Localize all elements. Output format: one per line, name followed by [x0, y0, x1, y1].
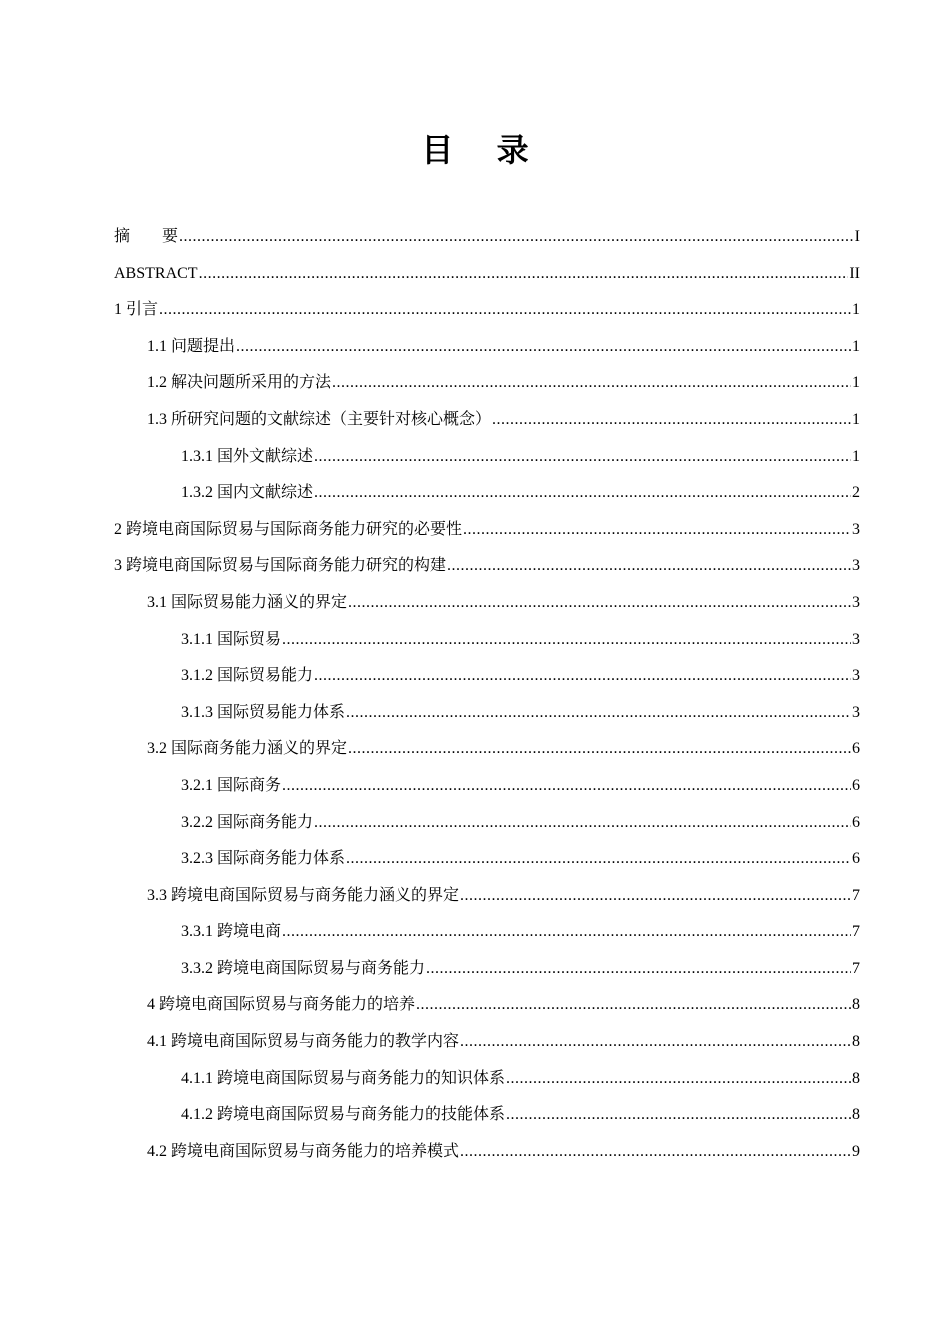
- toc-entry-page: 1: [852, 374, 860, 392]
- toc-entry-label: 3.1 国际贸易能力涵义的界定: [147, 593, 348, 611]
- toc-entry-page: 1: [852, 301, 860, 319]
- dot-leader: [236, 329, 851, 365]
- toc-entry-1[interactable]: [114, 292, 860, 329]
- toc-entry-label: 3.3.1 跨境电商: [181, 923, 282, 941]
- toc-entry-page: 3: [852, 557, 860, 575]
- dot-leader: [282, 914, 851, 950]
- toc-entry-label: 3.1.1 国际贸易: [181, 630, 282, 648]
- toc-entry-page: 1: [852, 337, 860, 355]
- dot-leader: [346, 695, 851, 731]
- toc-entry-3[interactable]: [114, 548, 860, 585]
- toc-entry-label: 3.2.2 国际商务能力: [181, 813, 314, 831]
- toc-entry-label: 1 引言: [114, 301, 159, 319]
- toc-entry-label: 4.2 跨境电商国际贸易与商务能力的培养模式: [147, 1142, 460, 1160]
- dot-leader: [346, 841, 851, 877]
- toc-entry-3-3[interactable]: [114, 878, 860, 915]
- dot-leader: [460, 1024, 851, 1060]
- toc-entry-3-2-3[interactable]: [114, 841, 860, 878]
- toc-entry-1-3-1[interactable]: [114, 439, 860, 476]
- toc-entry-3-1[interactable]: [114, 585, 860, 622]
- toc-entry-page: 6: [852, 850, 860, 868]
- toc-entry-4-1-2[interactable]: [114, 1097, 860, 1134]
- toc-entry-page: 7: [852, 923, 860, 941]
- toc-entry-label: 4 跨境电商国际贸易与商务能力的培养: [147, 996, 416, 1014]
- toc-entry-page: 3: [852, 593, 860, 611]
- dot-leader: [460, 878, 851, 914]
- toc-entry-3-2-2[interactable]: [114, 805, 860, 842]
- toc-entry-label: 摘 要: [114, 228, 179, 245]
- dot-leader: [416, 987, 851, 1023]
- toc-entry-page: 8: [852, 996, 860, 1014]
- toc-entry-label: 3.2 国际商务能力涵义的界定: [147, 740, 348, 758]
- toc-entry-label: 2 跨境电商国际贸易与国际商务能力研究的必要性: [114, 520, 463, 538]
- toc-entry-label: ABSTRACT: [114, 264, 198, 282]
- toc-entry-page: 6: [852, 740, 860, 758]
- toc-entry-3-3-1[interactable]: [114, 914, 860, 951]
- toc-entry-page: 9: [852, 1142, 860, 1160]
- toc-entry-label: 3.1.3 国际贸易能力体系: [181, 703, 346, 721]
- dot-leader: [506, 1097, 851, 1133]
- dot-leader: [492, 402, 851, 438]
- dot-leader: [463, 512, 851, 548]
- toc-entry-page: 8: [852, 1033, 860, 1051]
- toc-entry-page: 7: [852, 886, 860, 904]
- table-of-contents: [114, 219, 860, 1170]
- toc-entry-page: II: [849, 264, 860, 282]
- toc-entry-1-3[interactable]: [114, 402, 860, 439]
- dot-leader: [460, 1134, 851, 1170]
- toc-entry-3-1-2[interactable]: [114, 658, 860, 695]
- toc-entry-1-1[interactable]: [114, 329, 860, 366]
- toc-entry-label: 4.1 跨境电商国际贸易与商务能力的教学内容: [147, 1033, 460, 1051]
- toc-entry-3-1-1[interactable]: [114, 622, 860, 659]
- toc-entry-page: I: [854, 228, 860, 245]
- dot-leader: [199, 256, 849, 292]
- toc-entry-page: 7: [852, 959, 860, 977]
- toc-entry-abstract-en[interactable]: [114, 256, 860, 293]
- toc-entry-page: 2: [852, 484, 860, 502]
- toc-entry-label: 1.3 所研究问题的文献综述（主要针对核心概念）: [147, 410, 492, 428]
- toc-entry-label: 1.1 问题提出: [147, 337, 236, 355]
- toc-entry-label: 4.1.2 跨境电商国际贸易与商务能力的技能体系: [181, 1106, 506, 1124]
- dot-leader: [282, 622, 851, 658]
- toc-entry-page: 6: [852, 776, 860, 794]
- dot-leader: [506, 1061, 851, 1097]
- dot-leader: [314, 439, 851, 475]
- toc-entry-4-2[interactable]: [114, 1134, 860, 1171]
- toc-entry-label: 3.2.3 国际商务能力体系: [181, 850, 346, 868]
- dot-leader: [314, 658, 851, 694]
- toc-entry-page: 3: [852, 703, 860, 721]
- toc-entry-page: 1: [852, 410, 860, 428]
- dot-leader: [159, 292, 851, 328]
- toc-entry-page: 8: [852, 1106, 860, 1124]
- toc-entry-label: 3.3.2 跨境电商国际贸易与商务能力: [181, 959, 426, 977]
- toc-entry-3-2[interactable]: [114, 731, 860, 768]
- toc-entry-4-1[interactable]: [114, 1024, 860, 1061]
- toc-entry-4-1-1[interactable]: [114, 1061, 860, 1098]
- toc-entry-page: 8: [852, 1069, 860, 1087]
- page-title: 目 录: [421, 131, 545, 169]
- toc-entry-page: 3: [852, 630, 860, 648]
- toc-entry-label: 4.1.1 跨境电商国际贸易与商务能力的知识体系: [181, 1069, 506, 1087]
- dot-leader: [282, 768, 851, 804]
- toc-entry-label: 3.1.2 国际贸易能力: [181, 667, 314, 685]
- dot-leader: [314, 475, 851, 511]
- dot-leader: [348, 585, 851, 621]
- dot-leader: [314, 805, 851, 841]
- toc-entry-label: 1.3.2 国内文献综述: [181, 484, 314, 502]
- toc-entry-label: 3.2.1 国际商务: [181, 776, 282, 794]
- toc-entry-abstract-cn[interactable]: [114, 219, 860, 256]
- toc-entry-1-3-2[interactable]: [114, 475, 860, 512]
- toc-entry-page: 1: [852, 447, 860, 465]
- toc-entry-1-2[interactable]: [114, 365, 860, 402]
- toc-entry-label: 1.2 解决问题所采用的方法: [147, 374, 332, 392]
- toc-entry-label: 3 跨境电商国际贸易与国际商务能力研究的构建: [114, 557, 447, 575]
- toc-entry-label: 1.3.1 国外文献综述: [181, 447, 314, 465]
- dot-leader: [447, 548, 851, 584]
- toc-entry-3-2-1[interactable]: [114, 768, 860, 805]
- toc-entry-3-1-3[interactable]: [114, 695, 860, 732]
- toc-entry-page: 3: [852, 667, 860, 685]
- toc-entry-page: 6: [852, 813, 860, 831]
- dot-leader: [348, 731, 851, 767]
- dot-leader: [179, 219, 854, 255]
- toc-entry-2[interactable]: [114, 512, 860, 549]
- dot-leader: [426, 951, 851, 987]
- dot-leader: [332, 365, 851, 401]
- toc-entry-3-3-2[interactable]: [114, 951, 860, 988]
- toc-entry-4[interactable]: [114, 987, 860, 1024]
- toc-entry-label: 3.3 跨境电商国际贸易与商务能力涵义的界定: [147, 886, 460, 904]
- toc-entry-page: 3: [852, 520, 860, 538]
